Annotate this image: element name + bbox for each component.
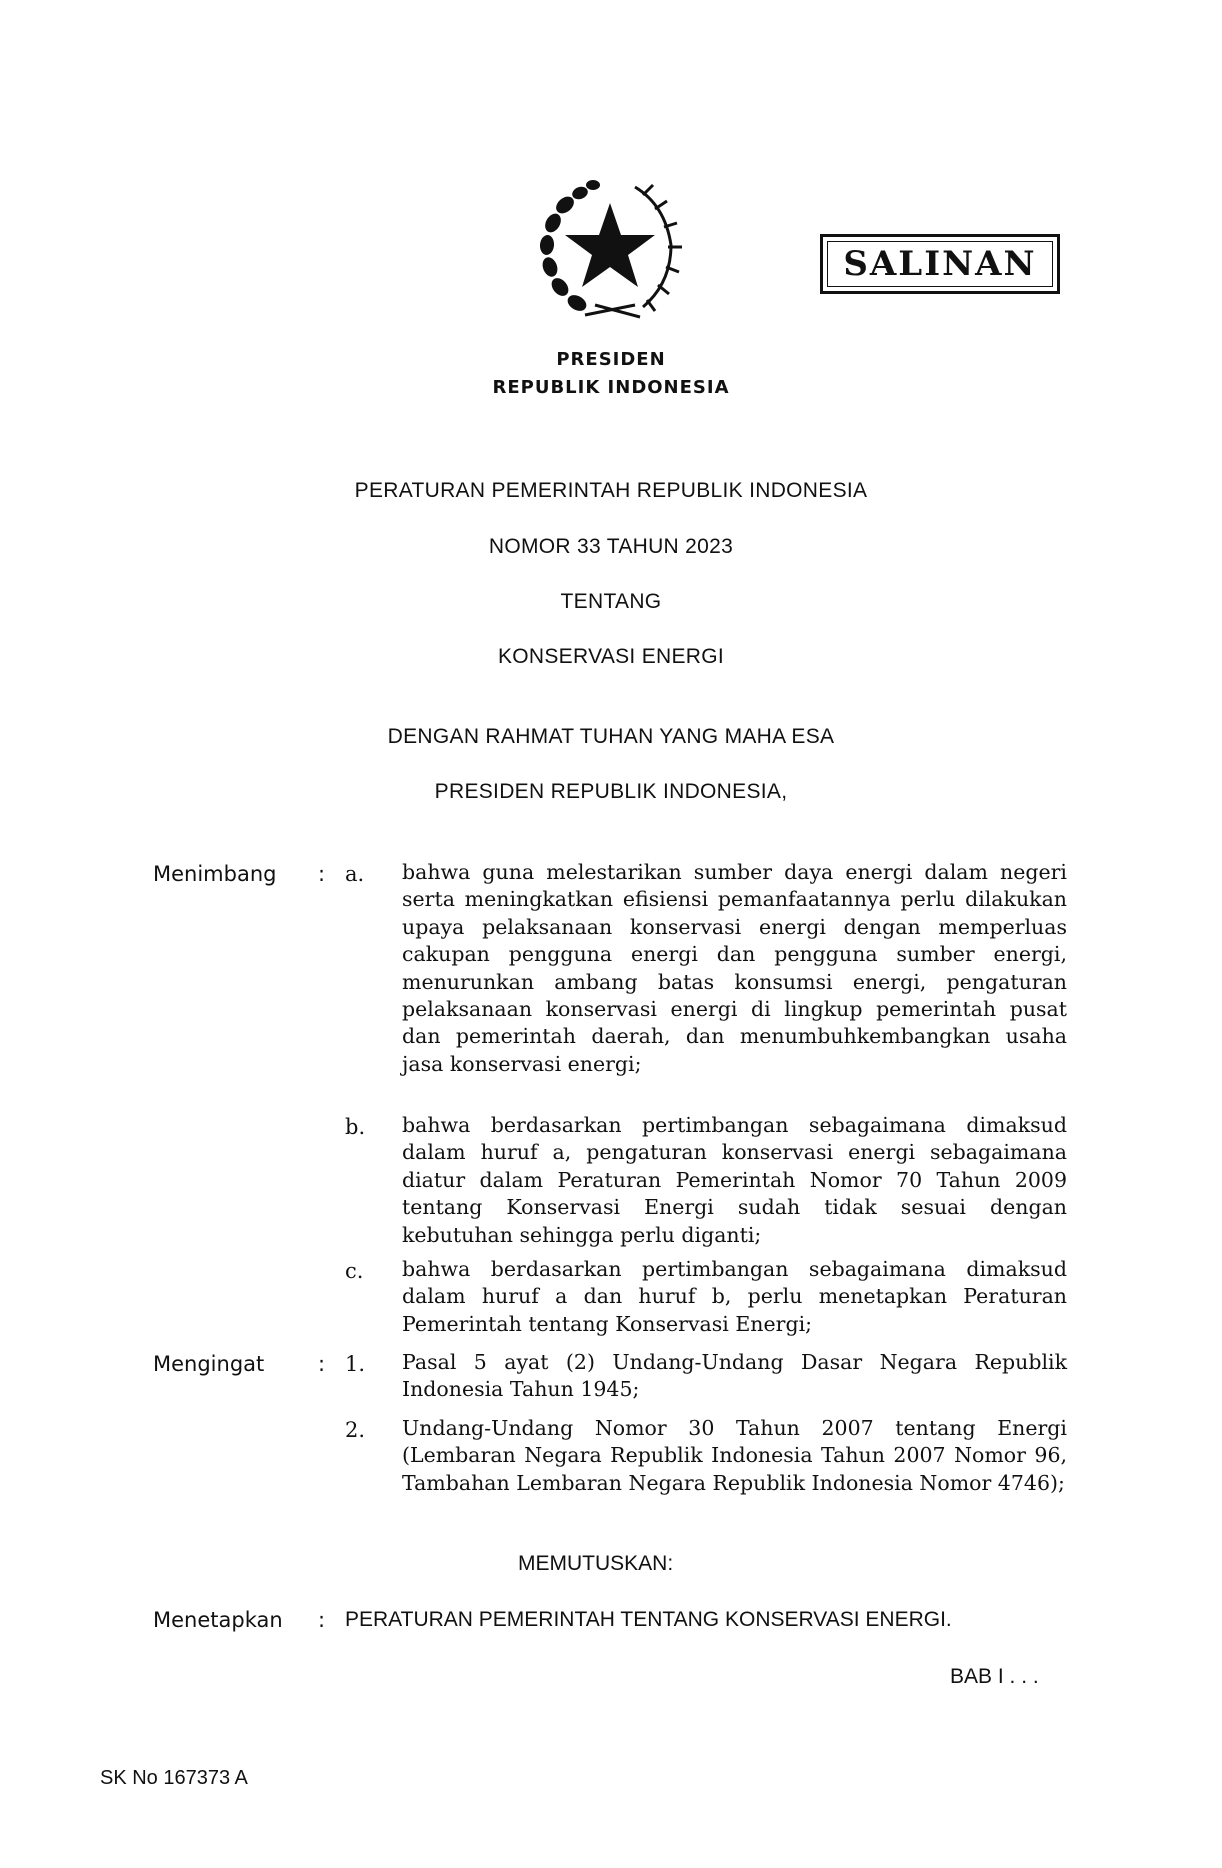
mengingat-marker-2: 2.	[345, 1418, 366, 1442]
menetapkan-text: PERATURAN PEMERINTAH TENTANG KONSERVASI ENERGI.	[345, 1608, 952, 1631]
stamp-text: SALINAN	[843, 244, 1037, 284]
mengingat-item-2: Undang-Undang Nomor 30 Tahun 2007 tentang Energi (Lembaran Negara Republik Indonesia Tahun 2007 Nomor 96, Tambahan Lembaran Negara Republik Indonesia Nomor 4746);	[402, 1416, 1067, 1495]
menetapkan-colon: :	[318, 1608, 326, 1632]
menimbang-marker-c: c.	[345, 1259, 364, 1283]
mengingat-colon: :	[318, 1352, 326, 1376]
continuation-marker: BAB I . . .	[950, 1665, 1039, 1688]
regulation-subject: KONSERVASI ENERGI	[497, 645, 725, 668]
regulation-title: PERATURAN PEMERINTAH REPUBLIK INDONESIA	[354, 479, 868, 502]
menimbang-item-b: bahwa berdasarkan pertimbangan sebagaimana dimaksud dalam huruf a, pengaturan konservasi energi sebagaimana diatur dalam Peraturan Pemerintah Nomor 70 Tahun 2009 tentang Konservasi Energi sudah tidak sesuai dengan kebutuhan sehingga perlu diganti;	[402, 1113, 1067, 1247]
mengingat-marker-1: 1.	[345, 1352, 366, 1376]
regulation-tentang: TENTANG	[560, 590, 662, 613]
preamble-line-2: PRESIDEN REPUBLIK INDONESIA,	[434, 780, 788, 803]
preamble-line-1: DENGAN RAHMAT TUHAN YANG MAHA ESA	[387, 725, 835, 748]
menimbang-marker-b: b.	[345, 1115, 366, 1139]
mengingat-item-1: Pasal 5 ayat (2) Undang-Undang Dasar Negara Republik Indonesia Tahun 1945;	[402, 1350, 1067, 1402]
menimbang-marker-a: a.	[345, 862, 365, 886]
regulation-number: NOMOR 33 TAHUN 2023	[488, 535, 734, 558]
menetapkan-label: Menetapkan	[153, 1608, 283, 1632]
garuda-star-emblem-icon	[525, 165, 695, 335]
office-line-republik: REPUBLIK INDONESIA	[492, 377, 730, 398]
menimbang-item-a: bahwa guna melestarikan sumber daya energi dalam negeri serta meningkatkan efisiensi pemanfaatannya perlu dilakukan upaya pelaksanaan konservasi energi dengan memperluas cakupan pengguna energi dan pengguna sumber energi, menurunkan ambang batas konsumsi energi, pengaturan pelaksanaan konservasi energi di lingkup pemerintah pusat dan pemerintah daerah, dan menumbuhkembangkan usaha jasa konservasi energi;	[402, 860, 1067, 1076]
memutuskan-heading: MEMUTUSKAN:	[518, 1552, 674, 1575]
menimbang-colon: :	[318, 862, 326, 886]
menimbang-label: Menimbang	[153, 862, 277, 886]
office-line-presiden: PRESIDEN	[556, 349, 666, 370]
menimbang-item-c: bahwa berdasarkan pertimbangan sebagaimana dimaksud dalam huruf a dan huruf b, perlu menetapkan Peraturan Pemerintah tentang Konservasi Energi;	[402, 1257, 1067, 1336]
salinan-stamp	[820, 234, 1060, 294]
mengingat-label: Mengingat	[153, 1352, 265, 1376]
footer-sk-number: SK No 167373 A	[100, 1767, 248, 1789]
